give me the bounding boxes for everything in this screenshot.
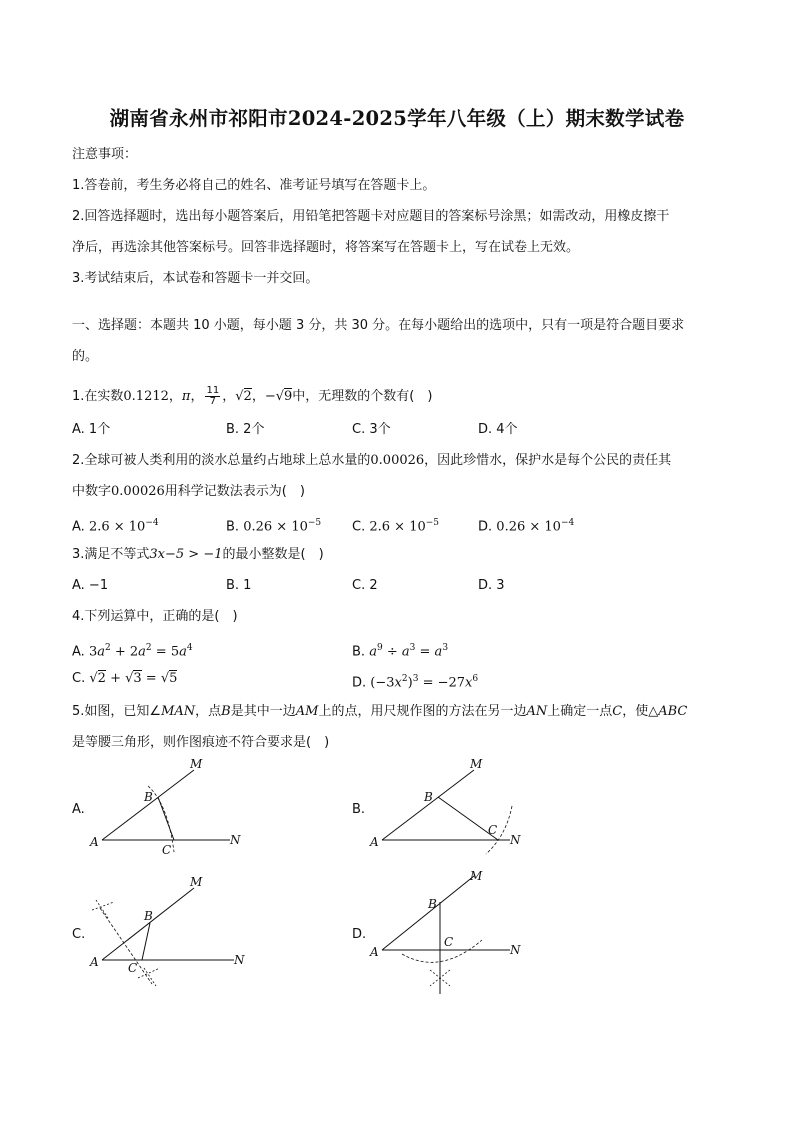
figure-c [86, 872, 256, 992]
q2-option-c[interactable]: C. $2.6 \times 10^{-5}$ [352, 518, 440, 535]
point-c-label: C [488, 823, 498, 837]
q3-option-b[interactable]: B. 1 [226, 578, 252, 593]
notice-item: 1.答卷前，考生务必将自己的姓名、准考证号填写在答题卡上。 [72, 178, 436, 193]
ray-am [382, 770, 474, 840]
q1-option-b[interactable]: B. 2个 [226, 422, 265, 437]
point-m-label: M [190, 875, 203, 889]
point-b-label: B [424, 790, 433, 804]
figure-d [366, 866, 536, 996]
notice-item: 3.考试结束后，本试卷和答题卡一并交回。 [72, 271, 319, 286]
question-2-cont: 中数字0.00026用科学记数法表示为( ) [72, 484, 305, 499]
figure-b [366, 756, 536, 866]
point-b-label: B [144, 790, 153, 804]
question-5-cont: 是等腰三角形，则作图痕迹不符合要求是( ) [72, 735, 330, 750]
arc-trace [138, 968, 160, 986]
section-heading: 一、选择题：本题共 10 小题，每小题 3 分，共 30 分。在每小题给出的选项中，只有一项是符合题目要求 [72, 318, 685, 333]
point-c-label: C [162, 843, 172, 857]
arc-trace [402, 940, 482, 962]
q4-option-c[interactable]: C. √2 + √3 = √5 [72, 671, 178, 686]
question-2: 2.全球可被人类利用的淡水总量约占地球上总水量的0.00026，因此珍惜水，保护水是每个公民的责任其 [72, 453, 672, 468]
point-m-label: M [470, 869, 483, 883]
point-n-label: N [234, 953, 245, 967]
question-3: 3.满足不等式3x−5 > −1的最小整数是( ) [72, 547, 324, 562]
q4-option-d[interactable]: D. $(-3x^2)^3 = -27x^6$ [352, 674, 479, 691]
ray-am [102, 888, 194, 960]
notice-item: 净后，再选涂其他答案标号。回答非选择题时，将答案写在答题卡上，写在试卷上无效。 [72, 240, 580, 255]
fig-b-label[interactable]: B. [352, 802, 366, 817]
fig-a-label[interactable]: A. [72, 802, 85, 817]
q3-option-a[interactable]: A. −1 [72, 578, 109, 593]
q1-option-c[interactable]: C. 3个 [352, 422, 391, 437]
q1-option-d[interactable]: D. 4个 [478, 422, 518, 437]
page-title: 湖南省永州市祁阳市2024-2025学年八年级（上）期末数学试卷 [109, 107, 685, 130]
arc-trace [92, 900, 114, 918]
question-4: 4.下列运算中，正确的是( ) [72, 609, 238, 624]
point-a-label: A [90, 835, 99, 849]
point-n-label: N [510, 833, 521, 847]
q3-option-c[interactable]: C. 2 [352, 578, 378, 593]
question-1: 1.在实数0.1212，π， $\frac{11}{7}$ ，√2，−√9中，无理数的个数有( ) [72, 385, 433, 407]
fraction: $\frac{11}{7}$ [206, 385, 220, 407]
section-heading-cont: 的。 [72, 349, 99, 364]
q4-option-b[interactable]: B. $a^9 \div a^3 = a^3$ [352, 643, 449, 660]
figure-a [86, 756, 256, 866]
ray-am [382, 876, 474, 950]
fig-c-label[interactable]: C. [72, 927, 86, 942]
point-a-label: A [90, 955, 99, 969]
point-c-label: C [128, 961, 138, 975]
point-n-label: N [510, 943, 521, 957]
question-5: 5.如图，已知∠MAN，点B是其中一边AM上的点，用尺规作图的方法在另一边AN上确定一点C，使△ABC [72, 704, 688, 719]
fig-d-label[interactable]: D. [352, 927, 367, 942]
point-n-label: N [230, 833, 241, 847]
q2-option-d[interactable]: D. $0.26 \times 10^{-4}$ [478, 518, 575, 535]
q4-option-a[interactable]: A. $3a^2 + 2a^2 = 5a^4$ [72, 643, 193, 660]
notice-item: 2.回答选择题时，选出每小题答案后，用铅笔把答题卡对应题目的答案标号涂黑；如需改动，用橡皮擦干 [72, 209, 670, 224]
point-b-label: B [144, 909, 153, 923]
ray-am [102, 770, 194, 840]
q3-option-d[interactable]: D. 3 [478, 578, 505, 593]
point-b-label: B [428, 897, 437, 911]
notice-heading: 注意事项： [72, 147, 138, 162]
segment-bc [142, 923, 150, 960]
point-m-label: M [470, 757, 483, 771]
q2-option-b[interactable]: B. $0.26 \times 10^{-5}$ [226, 518, 322, 535]
point-a-label: A [370, 945, 379, 959]
segment-bc [158, 797, 174, 840]
q2-option-a[interactable]: A. $2.6 \times 10^{-4}$ [72, 518, 159, 535]
q1-option-a[interactable]: A. 1个 [72, 422, 111, 437]
point-a-label: A [370, 835, 379, 849]
point-m-label: M [190, 757, 203, 771]
point-c-label: C [444, 935, 454, 949]
